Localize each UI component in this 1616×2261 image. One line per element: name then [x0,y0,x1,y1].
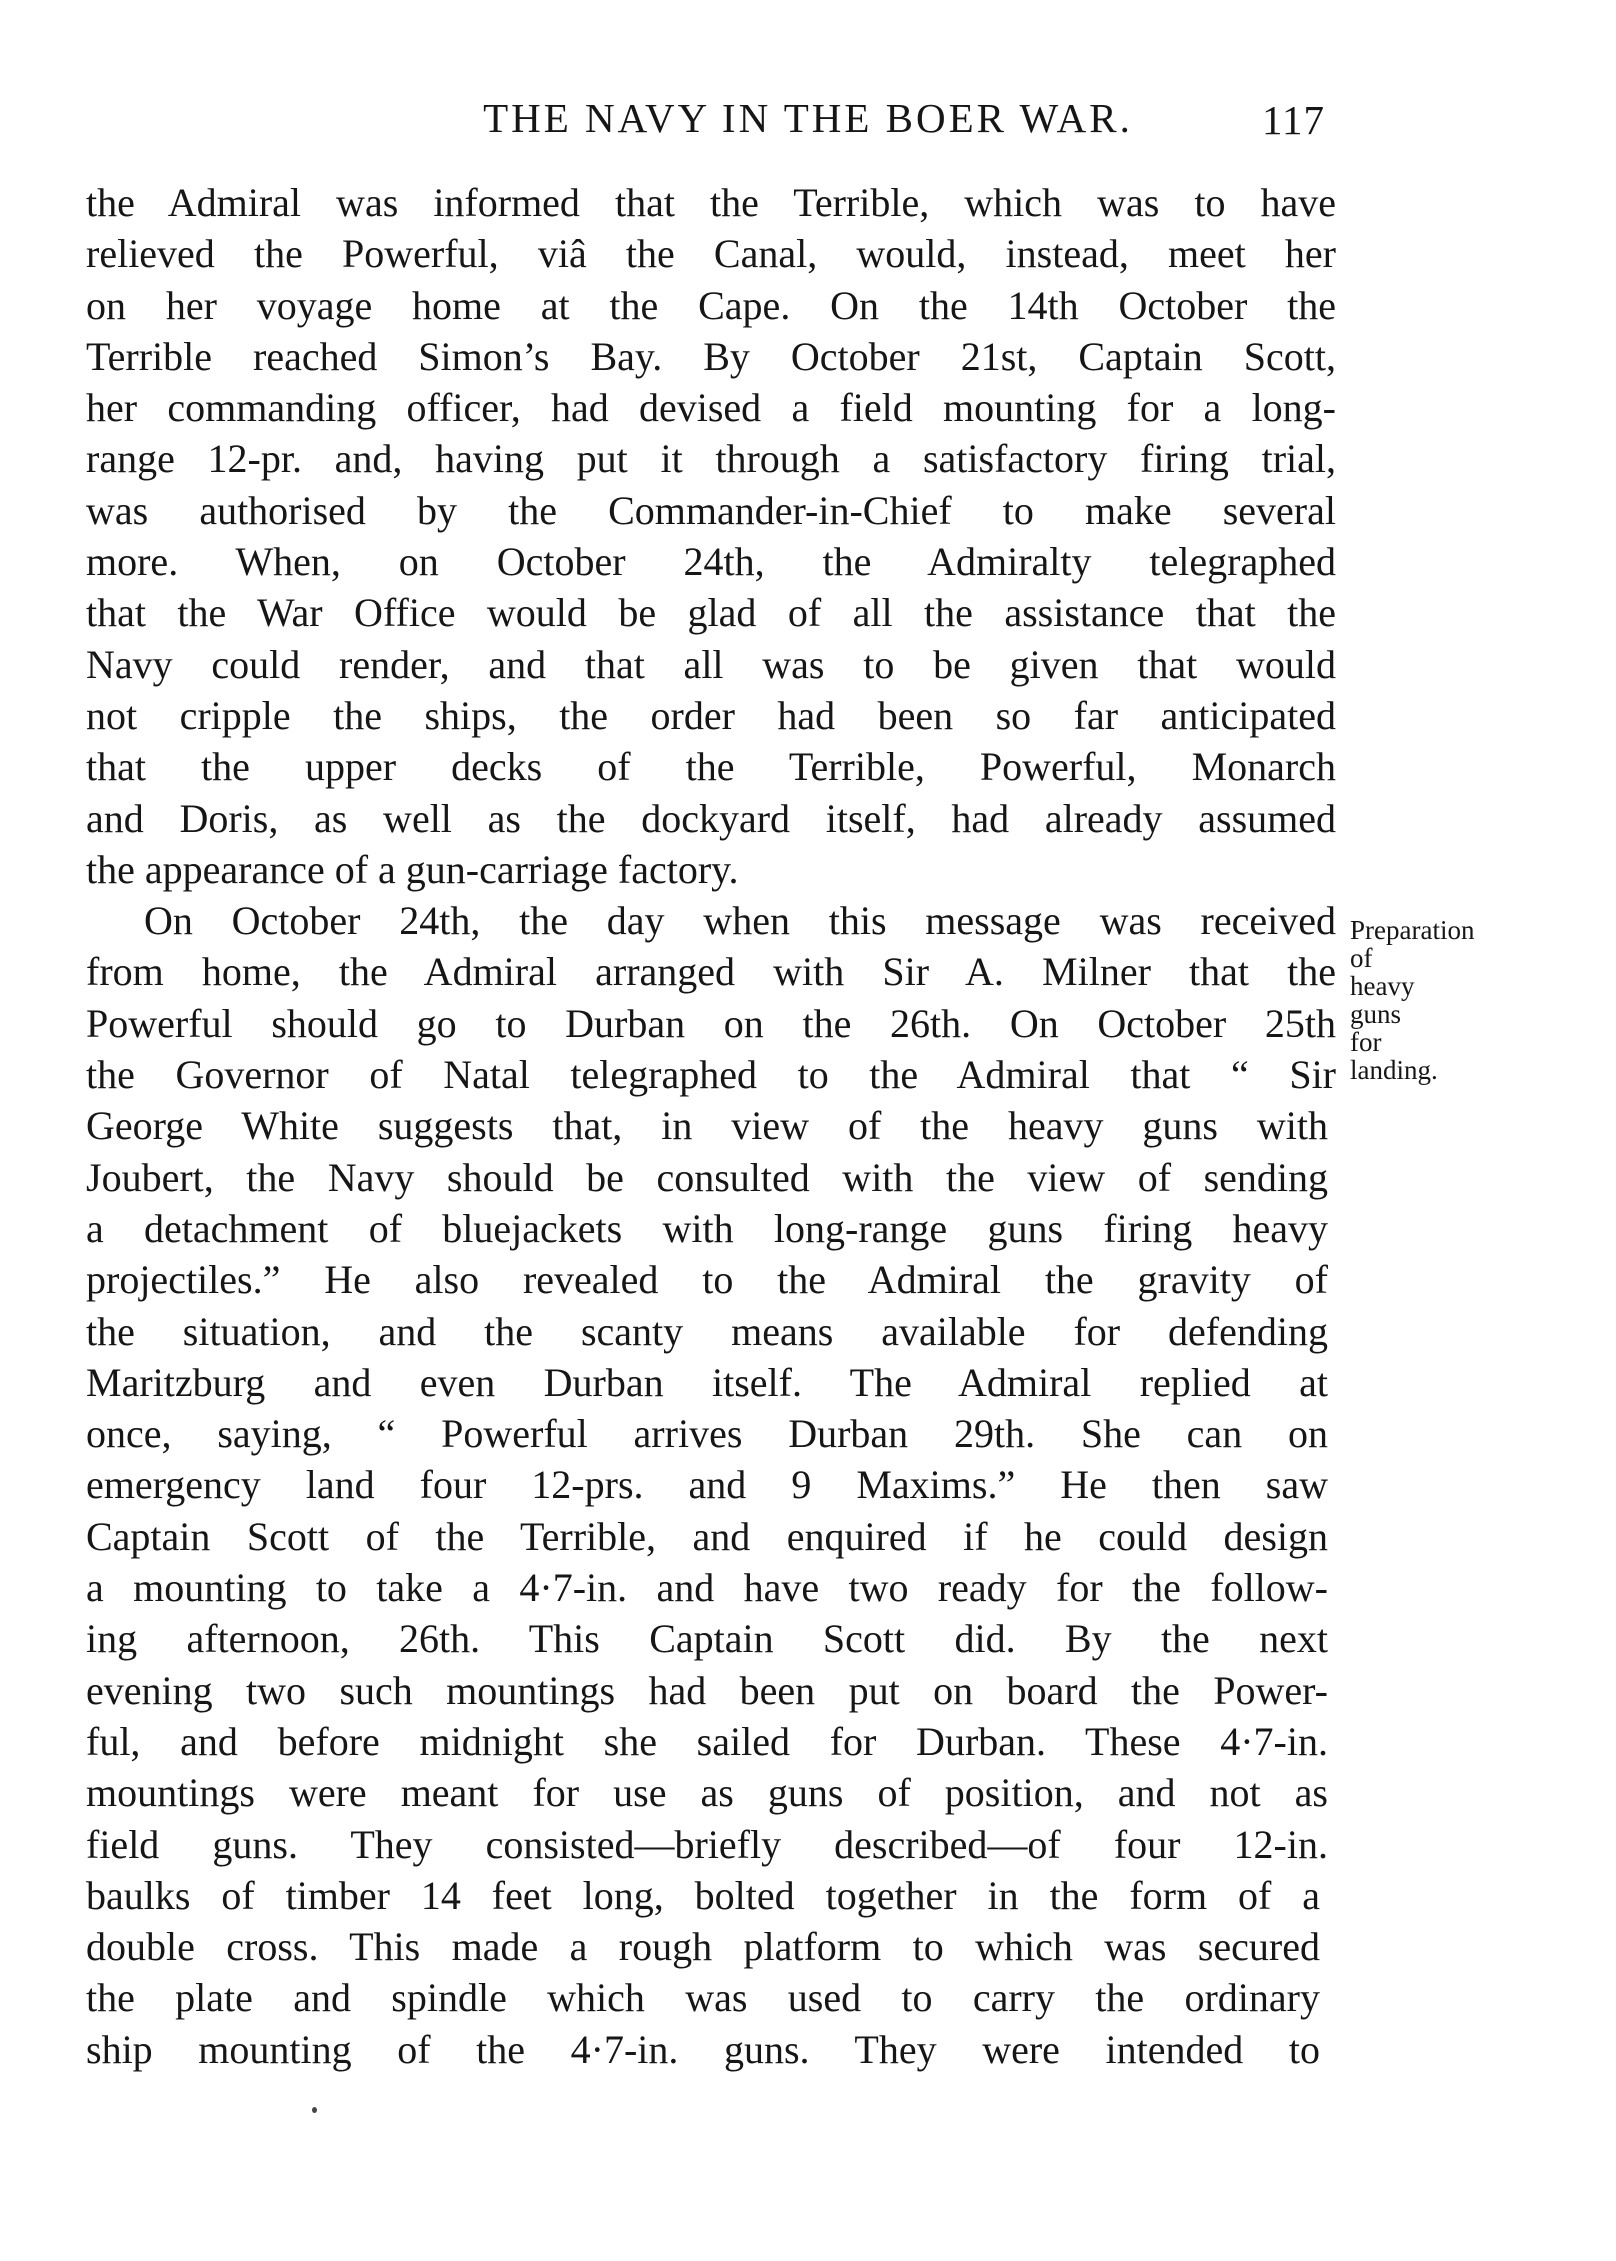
text-line: that the upper decks of the Terrible, Powerful, Monarch [86,744,1336,790]
text-line: once, saying, “ Powerful arrives Durban 29th. She can on [86,1411,1328,1457]
page-title: THE NAVY IN THE BOER WAR. [483,95,1133,141]
text-line: projectiles.” He also revealed to the Admiral the gravity of [86,1257,1328,1303]
text-line: ship mounting of the 4·7-in. guns. They were intended to [86,2026,1320,2072]
text-line: baulks of timber 14 feet long, bolted together in the form of a [86,1872,1320,1918]
margin-note-line: landing. [1350,1055,1438,1085]
text-line: George White suggests that, in view of the heavy guns with [86,1103,1328,1149]
margin-note-line: of [1350,943,1373,973]
margin-note-line: heavy [1350,971,1415,1001]
text-line: ful, and before midnight she sailed for Durban. These 4·7-in. [86,1718,1328,1764]
text-line: relieved the Powerful, viâ the Canal, would, instead, meet her [86,231,1336,277]
text-line: the Governor of Natal telegraphed to the Admiral that “ Sir [86,1052,1336,1098]
page-number: 117 [1262,97,1325,143]
text-line: emergency land four 12-prs. and 9 Maxims.” He then saw [86,1462,1328,1508]
ink-speck [312,2107,317,2113]
margin-note-line: Preparation [1350,915,1475,945]
margin-note-line: for [1350,1027,1382,1057]
text-line: was authorised by the Commander-in-Chief to make several [86,487,1336,533]
text-line: not cripple the ships, the order had been so far anticipated [86,692,1336,738]
text-line: her commanding officer, had devised a field mounting for a long- [86,385,1336,431]
text-line: Joubert, the Navy should be consulted with the view of sending [86,1154,1328,1200]
text-line: Terrible reached Simon’s Bay. By October 21st, Captain Scott, [86,333,1336,379]
text-line: the situation, and the scanty means available for defending [86,1308,1328,1354]
text-line: double cross. This made a rough platform to which was secured [86,1924,1320,1970]
text-line: and Doris, as well as the dockyard itself, had already assumed [86,795,1336,841]
text-line: that the War Office would be glad of all the assistance that the [86,590,1336,636]
text-line: field guns. They consisted—briefly described—of four 12-in. [86,1821,1328,1867]
text-line: from home, the Admiral arranged with Sir A. Milner that the [86,949,1336,995]
text-line: range 12-pr. and, having put it through a satisfactory firing trial, [86,436,1336,482]
text-line: Maritzburg and even Durban itself. The Admiral replied at [86,1359,1328,1405]
text-line: a mounting to take a 4·7-in. and have two ready for the follow- [86,1565,1328,1611]
text-line: Navy could render, and that all was to be given that would [86,641,1336,687]
text-line: the plate and spindle which was used to carry the ordinary [86,1975,1320,2021]
margin-note [1350,916,1550,1084]
margin-note-line: guns [1350,999,1402,1029]
text-line: evening two such mountings had been put on board the Power- [86,1667,1328,1713]
text-line: Captain Scott of the Terrible, and enquired if he could design [86,1513,1328,1559]
text-line: a detachment of bluejackets with long-range guns firing heavy [86,1205,1328,1251]
text-line: Powerful should go to Durban on the 26th. On October 25th [86,1000,1336,1046]
body-text [86,177,1336,2075]
text-line: mountings were meant for use as guns of position, and not as [86,1770,1328,1816]
text-line: more. When, on October 24th, the Admiralty telegraphed [86,539,1336,585]
running-head [0,88,1616,148]
text-line: ing afternoon, 26th. This Captain Scott did. By the next [86,1616,1328,1662]
paragraph-start-line: On October 24th, the day when this message was received [144,898,1336,944]
text-line: the appearance of a gun-carriage factory. [86,846,739,892]
text-line: the Admiral was informed that the Terrible, which was to have [86,180,1336,225]
text-line: on her voyage home at the Cape. On the 14th October the [86,282,1336,328]
